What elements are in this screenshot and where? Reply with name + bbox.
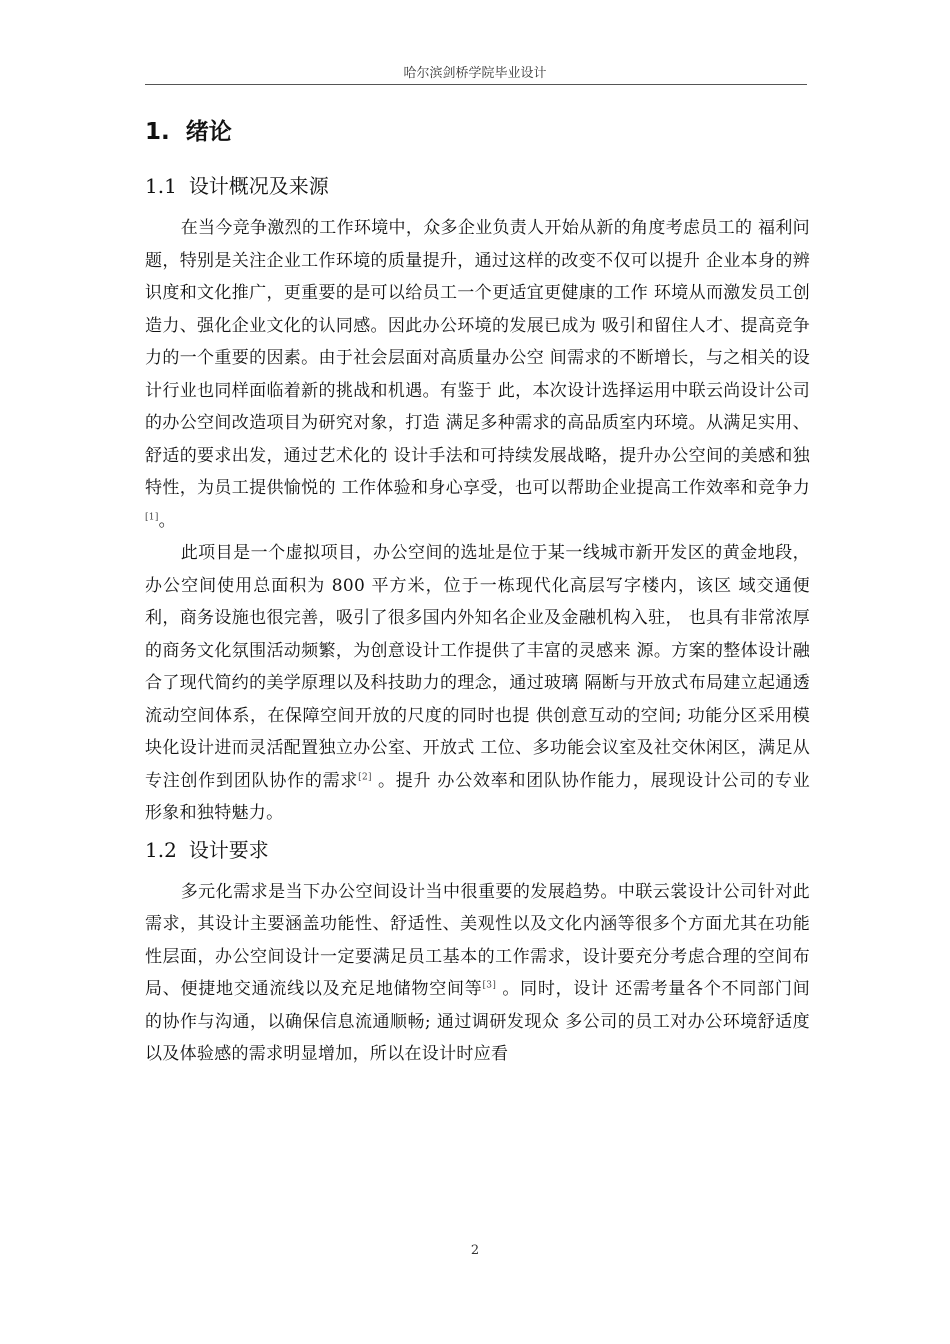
running-header: 哈尔滨剑桥学院毕业设计	[403, 66, 547, 81]
paragraph-tail: 。	[158, 510, 176, 531]
paragraph-text: 此项目是一个虚拟项目，办公空间的选址是位于某一线城市新开发区的黄金地段，办公空间使用总面积为 800 平方米，位于一栋现代化高层写字楼内，该区 域交通便利，商务设施也很完善，吸引了很多国内外知名企业及金融机构入驻， 也具有非常浓厚的商务文化氛围活动频繁，为创意设计工作提供了丰富的灵感来 源。方案的整体设计融合了现代简约的美学原理以及科技助力的理念，通过玻璃 隔断与开放式布局建立起通透流动空间体系，在保障空间开放的尺度的同时也提 供创意互动的空间; 功能分区采用模块化设计进而灵活配置独立办公室、开放式 工位、多功能会议室及社交休闲区，满足从专注创作到团队协作的需求	[145, 543, 810, 791]
chapter-number: 1.	[145, 119, 170, 145]
citation-marker: [1]	[145, 511, 159, 522]
paragraph-text: 在当今竞争激烈的工作环境中，众多企业负责人开始从新的角度考虑员工的 福利问题，特别是关注企业工作环境的质量提升，通过这样的改变不仅可以提升 企业本身的辨识度和文化推广，更重要的是可以给员工一个更适宜更健康的工作 环境从而激发员工创造力、强化企业文化的认同感。因此办公环境的发展已成为 吸引和留住人才、提高竞争力的一个重要的因素。由于社会层面对高质量办公空 间需求的不断增长，与之相关的设计行业也同样面临着新的挑战和机遇。有鉴于 此，本次设计选择运用中联云尚设计公司的办公空间改造项目为研究对象，打造 满足多种需求的高品质室内环境。从满足实用、舒适的要求出发，通过艺术化的 设计手法和可持续发展战略，提升办公空间的美感和独特性，为员工提供愉悦的 工作体验和身心享受，也可以帮助企业提高工作效率和竞争力	[145, 218, 810, 498]
section-number: 1.2	[145, 837, 177, 862]
header-rule	[145, 84, 807, 85]
paragraph-tail: 。同时，设计 还需考量各个不同部门间的协作与沟通，以确保信息流通顺畅; 通过调研发现众 多公司的员工对办公环境舒适度以及体验感的需求明显增加，所以在设计时应看	[145, 979, 810, 1064]
section-title: 设计概况及来源	[188, 174, 329, 198]
section-heading-1-2	[145, 830, 810, 876]
chapter-title: 绪论	[185, 119, 232, 145]
citation-marker: [3]	[482, 980, 497, 991]
chapter-heading	[145, 112, 810, 166]
section-heading-1-1	[145, 166, 810, 212]
page-number: 2	[470, 1243, 480, 1258]
section-title: 设计要求	[188, 837, 269, 862]
paragraph	[145, 212, 810, 537]
citation-marker: [2]	[358, 771, 372, 782]
paragraph-tail: 。提升 办公效率和团队协作能力，展现设计公司的专业形象和独特魅力。	[145, 770, 810, 823]
page-body	[145, 112, 810, 1071]
paragraph-text: 多元化需求是当下办公空间设计当中很重要的发展趋势。中联云裳设计公司针对此需求，其设计主要涵盖功能性、舒适性、美观性以及文化内涵等很多个方面尤其在功能性层面，办公空间设计一定要满足员工基本的工作需求，设计要充分考虑合理的空间布局、便捷地交通流线以及充足地储物空间等	[145, 881, 810, 999]
paragraph	[145, 537, 810, 830]
paragraph	[145, 876, 810, 1071]
section-number: 1.1	[145, 174, 177, 198]
